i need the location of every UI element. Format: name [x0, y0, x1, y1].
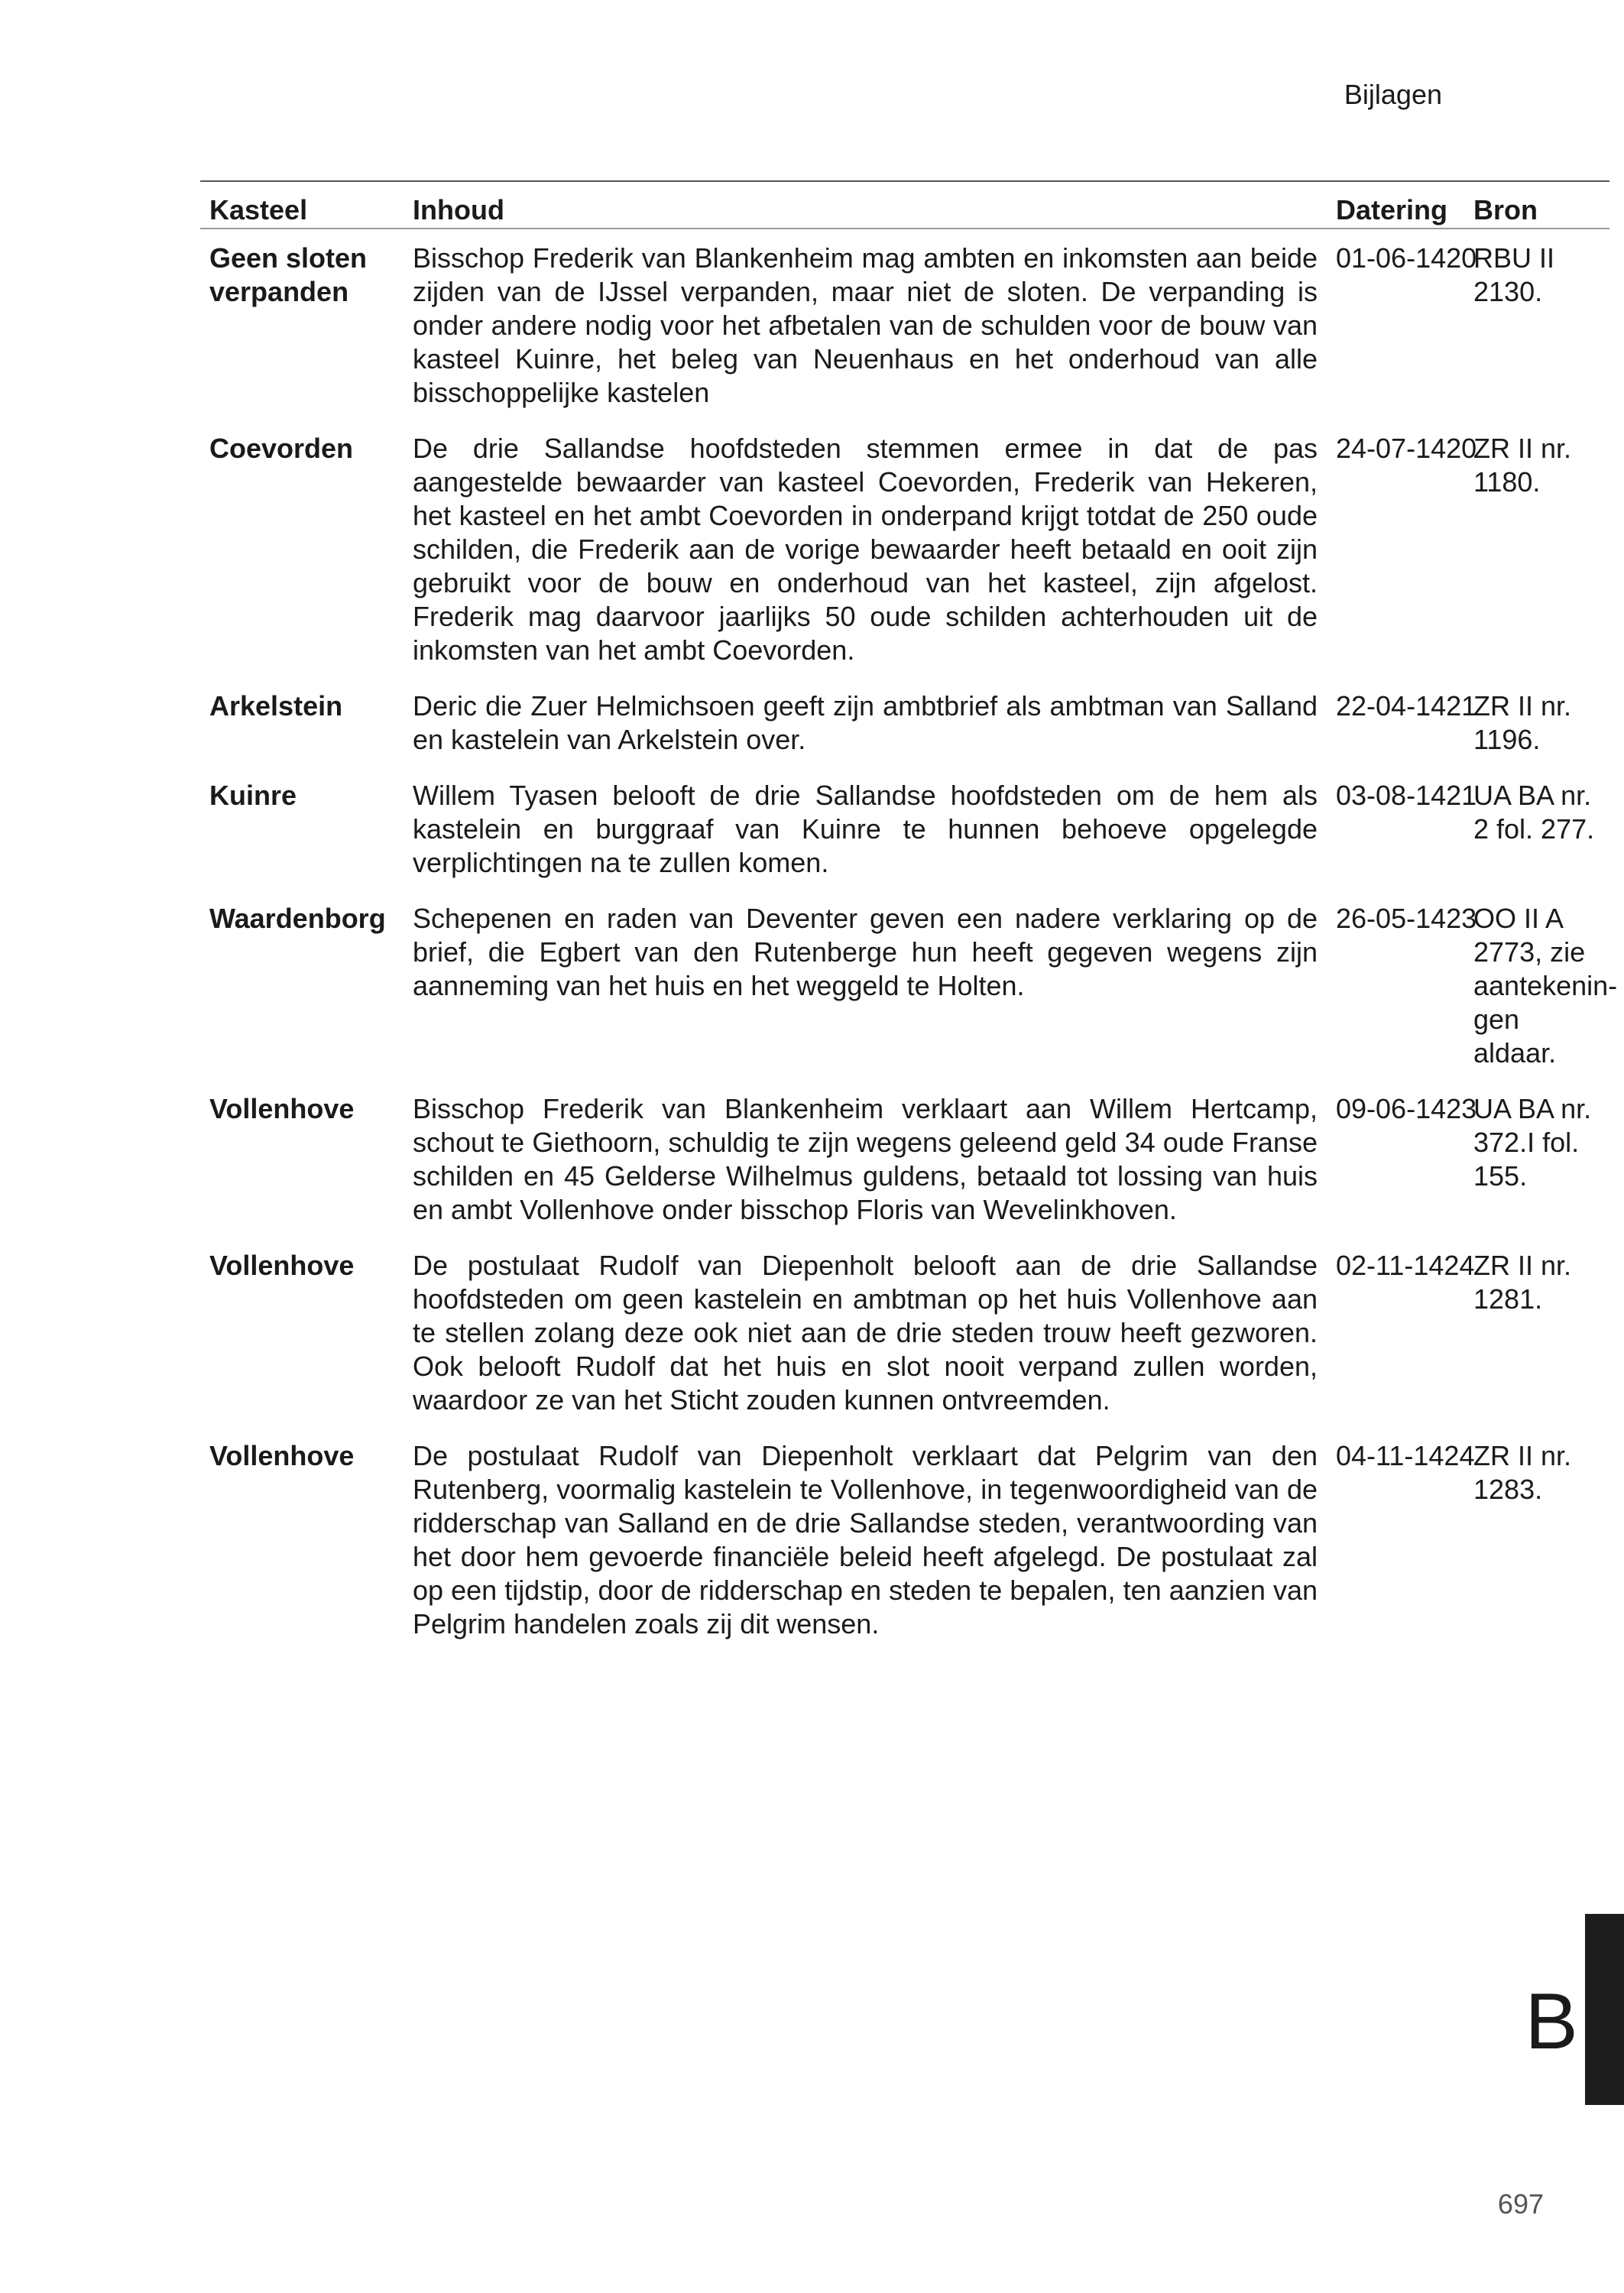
table-body [200, 229, 1618, 1652]
castle-records-table-container [200, 180, 1618, 1652]
cell-datering: 26-05-1423 [1336, 903, 1477, 934]
cell-datering: 04-11-1424 [1336, 1440, 1475, 1471]
cell-bron: OO II A 2773, zie aantekenin-gen aldaar. [1473, 903, 1618, 1069]
cell-bron: RBU II 2130. [1473, 242, 1555, 307]
cell-inhoud: Bisschop Frederik van Blankenheim mag ambten en inkomsten aan beide zijden van de IJssel verpanden, maar niet de sloten. De verpanding is onder andere nodig voor het afbetalen van de schulden voor de bouw van kasteel Kuinre, het beleg van Neuenhaus en het onderhoud van alle bisschoppelijke kastelen [413, 242, 1318, 408]
cell-inhoud: Schepenen en raden van Deventer geven een nadere verklaring op de brief, die Egbert van den Rutenberge hun heeft gegeven wegens zijn aanneming van het huis en het weggeld te Holten. [413, 903, 1318, 1001]
cell-kasteel: Vollenhove [209, 1250, 355, 1281]
table-row [200, 1082, 1609, 1238]
cell-inhoud: Deric die Zuer Helmichsoen geeft zijn ambtbrief als ambtman van Salland en kastelein van Arkelstein over. [413, 690, 1318, 755]
cell-datering: 24-07-1420 [1336, 433, 1477, 464]
table-row [200, 768, 1609, 891]
cell-datering: 09-06-1423 [1336, 1093, 1477, 1124]
appendix-tab-letter: B [1525, 1977, 1578, 2066]
table-row [200, 1429, 1609, 1652]
cell-bron: UA BA nr. 2 fol. 277. [1473, 780, 1595, 845]
column-header-datering: Datering [1327, 181, 1464, 229]
running-header-section-title: Bijlagen [1344, 79, 1442, 110]
cell-inhoud: De postulaat Rudolf van Diepenholt belooft aan de drie Sallandse hoofdsteden om geen kastelein en ambtman op het huis Vollenhove aan te stellen zolang deze ook niet aan de drie steden trouw heeft gezworen. Ook belooft Rudolf dat het huis en slot nooit verpand zullen worden, waardoor ze van het Sticht zouden kunnen ontvreemden. [413, 1250, 1318, 1416]
column-header-bron: Bron [1464, 181, 1609, 229]
table-header [200, 181, 1609, 229]
cell-datering: 03-08-1421 [1336, 780, 1477, 811]
column-header-inhoud: Inhoud [404, 181, 1327, 229]
table-row [200, 679, 1609, 768]
table-header-row [200, 181, 1609, 229]
cell-inhoud: De postulaat Rudolf van Diepenholt verklaart dat Pelgrim van den Rutenberg, voormalig kastelein te Vollenhove, in tegenwoordigheid van de ridderschap van Salland en de drie Sallandse steden, verantwoording van het door hem gevoerde financiële beleid heeft afgelegd. De postulaat zal op een tijdstip, door de ridderschap en steden te bepalen, ten aanzien van Pelgrim handelen zoals zij dit wensen. [413, 1440, 1318, 1639]
cell-kasteel: Vollenhove [209, 1440, 355, 1471]
appendix-thumb-tab [1585, 1914, 1624, 2105]
cell-kasteel: Coevorden [209, 433, 354, 464]
cell-datering: 22-04-1421 [1336, 690, 1477, 722]
cell-kasteel: Kuinre [209, 780, 297, 811]
cell-bron: UA BA nr. 372.I fol. 155. [1473, 1093, 1592, 1192]
cell-inhoud: De drie Sallandse hoofdsteden stemmen ermee in dat de pas aangestelde bewaarder van kasteel Coevorden, Frederik van Hekeren, het kasteel en het ambt Coevorden in onderpand krijgt totdat de 250 oude schilden, die Frederik aan de vorige bewaarder heeft betaald en ooit zijn gebruikt voor de bouw en onderhoud van het kasteel, zijn afgelost. Frederik mag daarvoor jaarlijks 50 oude schilden achterhouden uit de inkomsten van het ambt Coevorden. [413, 433, 1318, 666]
cell-bron: ZR II nr. 1180. [1473, 433, 1572, 498]
cell-kasteel: Geen sloten verpanden [209, 242, 368, 307]
cell-bron: ZR II nr. 1196. [1473, 690, 1572, 755]
cell-inhoud: Bisschop Frederik van Blankenheim verklaart aan Willem Hertcamp, schout te Giethoorn, schuldig te zijn wegens geleend geld 34 oude Franse schilden en 45 Gelderse Wilhelmus guldens, betaald tot lossing van huis en ambt Vollenhove onder bisschop Floris van Wevelinkhoven. [413, 1093, 1318, 1225]
column-header-kasteel: Kasteel [200, 181, 404, 229]
cell-inhoud: Willem Tyasen belooft de drie Sallandse hoofdsteden om de hem als kastelein en burggraaf van Kuinre te hunnen behoeve opgelegde verplichtingen na te zullen komen. [413, 780, 1318, 878]
cell-kasteel: Vollenhove [209, 1093, 355, 1124]
cell-kasteel: Arkelstein [209, 690, 343, 722]
page-number: 697 [1497, 2188, 1544, 2220]
table-row [200, 229, 1609, 421]
cell-bron: ZR II nr. 1283. [1473, 1440, 1572, 1505]
castle-records-table [200, 180, 1618, 1652]
cell-bron: ZR II nr. 1281. [1473, 1250, 1572, 1315]
table-row [200, 1238, 1609, 1429]
cell-datering: 01-06-1420 [1336, 242, 1477, 274]
cell-kasteel: Waardenborg [209, 903, 386, 934]
table-row [200, 421, 1609, 679]
table-row [200, 891, 1609, 1082]
cell-datering: 02-11-1424 [1336, 1250, 1475, 1281]
